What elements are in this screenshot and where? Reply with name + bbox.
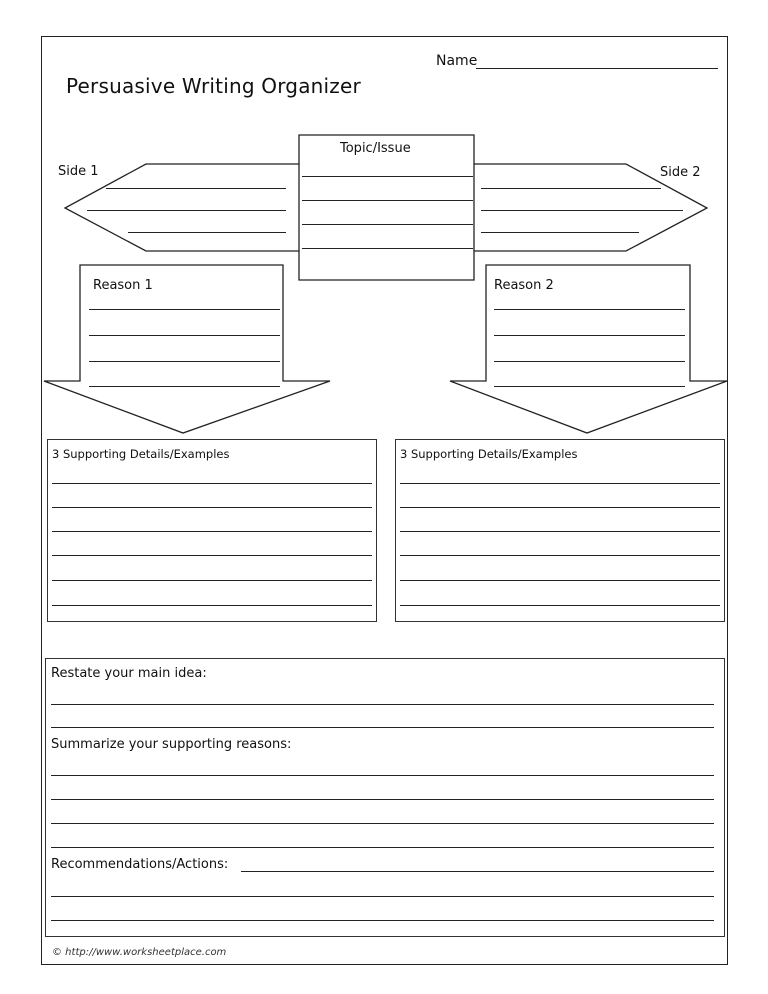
recommend-line-2[interactable] [51,920,714,921]
side-2-label: Side 2 [660,165,701,180]
details-left-line-6[interactable] [52,605,372,606]
reason-2-line-2[interactable] [494,335,685,336]
details-right-line-4[interactable] [400,555,720,556]
summarize-line-3[interactable] [51,823,714,824]
restate-line-1[interactable] [51,704,714,705]
page-title: Persuasive Writing Organizer [66,74,361,98]
details-left-label: 3 Supporting Details/Examples [52,447,230,461]
side-2-line-3[interactable] [481,232,639,233]
reason-2-label: Reason 2 [494,278,554,293]
reason-1-label: Reason 1 [93,278,153,293]
details-left-line-2[interactable] [52,507,372,508]
side-1-line-3[interactable] [128,232,286,233]
side-1-line-2[interactable] [87,210,286,211]
reason-2-line-3[interactable] [494,361,685,362]
reason-1-arrow-shape [44,265,330,433]
topic-line-4[interactable] [302,248,473,249]
side-2-line-1[interactable] [481,188,661,189]
summarize-label: Summarize your supporting reasons: [51,737,292,752]
summarize-line-4[interactable] [51,847,714,848]
copyright-footer: © http://www.worksheetplace.com [52,947,227,958]
details-left-line-1[interactable] [52,483,372,484]
summarize-line-1[interactable] [51,775,714,776]
details-right-line-1[interactable] [400,483,720,484]
details-left-line-4[interactable] [52,555,372,556]
details-left-line-3[interactable] [52,531,372,532]
side-1-label: Side 1 [58,164,99,179]
reason-1-line-2[interactable] [89,335,280,336]
reason-1-line-3[interactable] [89,361,280,362]
recommend-line-1[interactable] [51,896,714,897]
recommend-line-inline[interactable] [241,871,714,872]
topic-line-2[interactable] [302,200,473,201]
details-right-label: 3 Supporting Details/Examples [400,447,578,461]
details-right-line-5[interactable] [400,580,720,581]
topic-label: Topic/Issue [340,141,411,156]
details-left-line-5[interactable] [52,580,372,581]
reason-2-line-4[interactable] [494,386,685,387]
side-2-line-2[interactable] [481,210,683,211]
topic-line-3[interactable] [302,224,473,225]
side-arrow-shape [65,135,707,280]
restate-line-2[interactable] [51,727,714,728]
name-label: Name [436,53,478,69]
details-right-line-3[interactable] [400,531,720,532]
details-right-line-6[interactable] [400,605,720,606]
details-right-line-2[interactable] [400,507,720,508]
topic-line-1[interactable] [302,176,473,177]
reason-2-line-1[interactable] [494,309,685,310]
reason-1-line-4[interactable] [89,386,280,387]
restate-label: Restate your main idea: [51,666,207,681]
recommend-label: Recommendations/Actions: [51,857,229,872]
reason-1-line-1[interactable] [89,309,280,310]
side-1-line-1[interactable] [106,188,286,189]
reason-2-arrow-shape [450,265,727,433]
summarize-line-2[interactable] [51,799,714,800]
